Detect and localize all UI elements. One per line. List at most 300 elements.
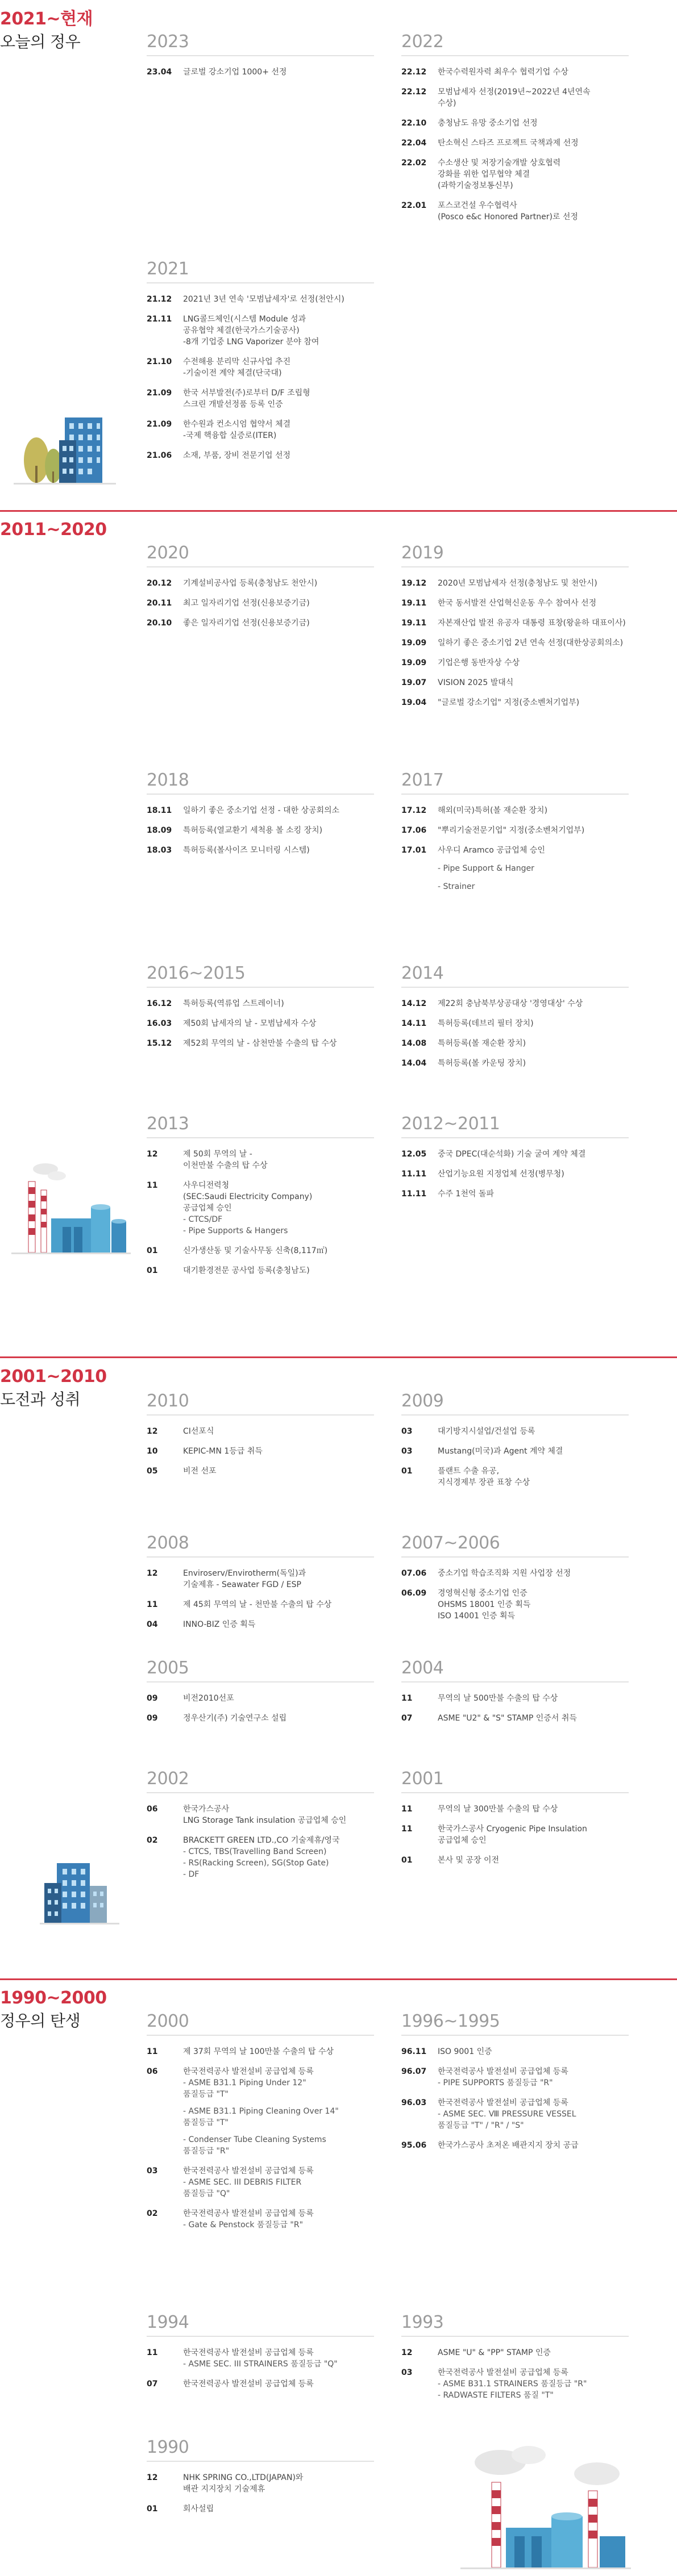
era-subtitle: 도전과 성취 [0, 1390, 81, 1409]
timeline-event [401, 1188, 663, 1200]
timeline-event [147, 2165, 385, 2199]
event-date: 21.09 [147, 389, 172, 398]
year-heading: 2021 [147, 259, 189, 279]
event-text: 한국 서부발전(주)로부터 D/F 조립형 [183, 389, 310, 398]
event-text: 제 45회 무역의 날 - 천만불 수출의 탑 수상 [183, 1600, 332, 1609]
timeline-event [147, 294, 385, 305]
event-text: 해외(미국)특허(볼 재순환 장치) [438, 806, 548, 815]
timeline-event [401, 1038, 663, 1049]
year-divider [401, 794, 629, 795]
timeline-event [401, 1713, 663, 1724]
event-text: - RS(Racking Screen), SG(Stop Gate) [183, 1859, 329, 1868]
timeline-event [147, 1426, 385, 1437]
timeline-event [147, 2378, 385, 2390]
event-date: 04 [147, 1620, 158, 1629]
year-divider [147, 987, 374, 988]
event-text: 수전해용 분리막 신규사업 추진 [183, 357, 291, 366]
event-date: 12 [147, 1150, 158, 1159]
year-block-2001 [401, 1768, 663, 1874]
event-text: 특허등록(볼 카운팅 장치) [438, 1059, 526, 1068]
event-date: 17.01 [401, 846, 427, 855]
year-heading: 2014 [401, 963, 444, 983]
era-range: 1990~2000 [0, 1988, 107, 2008]
timeline-event [401, 1168, 663, 1180]
event-text: 한국전력공사 발전설비 공급업체 등록 [183, 2209, 314, 2218]
era-subtitle: 오늘의 정우 [0, 32, 81, 51]
year-divider [147, 2461, 374, 2462]
timeline-event [147, 617, 385, 629]
year-block-2018 [147, 770, 385, 865]
event-text: - Pipe Support & Hanger [438, 864, 534, 873]
event-date: 19.09 [401, 638, 427, 648]
timeline-event [401, 677, 663, 688]
year-block-2010 [147, 1391, 385, 1485]
event-text: 수소생산 및 저장기술개발 상호협력 [438, 158, 561, 168]
event-text: 플랜트 수출 유공, [438, 1467, 500, 1476]
timeline-event [401, 657, 663, 669]
event-date: 09 [147, 1714, 158, 1723]
timeline-event [147, 1835, 385, 1880]
timeline-event [401, 1446, 663, 1457]
year-heading: 1990 [147, 2437, 189, 2457]
event-text: 무역의 날 300만불 수출의 탑 수상 [438, 1805, 558, 1814]
year-heading: 2007~2006 [401, 1533, 500, 1553]
year-block-2008 [147, 1533, 385, 1639]
timeline-event [147, 998, 385, 1009]
event-text: 특허등록(볼 재순환 장치) [438, 1039, 526, 1048]
timeline-event [401, 805, 663, 816]
event-text: 한국전력공사 발전설비 공급업체 등록 [183, 2379, 314, 2389]
event-date: 96.03 [401, 2098, 427, 2107]
year-block-1990 [147, 2437, 385, 2523]
year-heading: 2001 [401, 1769, 444, 1789]
year-heading: 2012~2011 [401, 1114, 500, 1134]
event-date: 11 [147, 2348, 158, 2357]
era-divider [0, 1978, 677, 1980]
event-text: - DF [183, 1870, 200, 1879]
event-text: LNG Storage Tank insulation 공급업체 승인 [183, 1816, 347, 1825]
year-heading: 2013 [147, 1114, 189, 1134]
year-heading: 2005 [147, 1658, 189, 1678]
year-block-2022 [401, 31, 663, 231]
year-block-2002 [147, 1768, 385, 1889]
factory-icon [460, 2443, 631, 2573]
timeline-event [401, 2066, 663, 2089]
event-text: 모범납세자 선정(2019년~2022년 4년연속 [438, 87, 591, 97]
year-block-2020 [147, 542, 385, 637]
event-text: 기계설비공사업 등록(충청남도 천안시) [183, 579, 318, 588]
event-date: 07 [147, 2379, 158, 2389]
event-date: 01 [401, 1856, 413, 1865]
event-text: INNO-BIZ 인증 획득 [183, 1620, 256, 1629]
event-text: - ASME SEC. III STRAINERS 품질등급 "Q" [183, 2360, 338, 2369]
timeline-event [401, 617, 663, 629]
year-divider [401, 2035, 629, 2036]
event-text: 공유협약 체결(한국가스기술공사) [183, 326, 300, 335]
event-date: 21.10 [147, 357, 172, 366]
event-date: 11 [147, 1181, 158, 1190]
year-block-2023 [147, 31, 385, 86]
timeline-event [147, 598, 385, 609]
timeline-event [147, 1446, 385, 1457]
year-divider [401, 1792, 629, 1793]
event-text: 대기환경전문 공사업 등록(충청남도) [183, 1266, 310, 1275]
timeline-event [147, 1466, 385, 1477]
event-text: 한국전력공사 발전설비 공급업체 등록 [438, 2098, 568, 2107]
year-heading: 2022 [401, 32, 444, 52]
event-text: 제52회 무역의 날 - 삼천만불 수출의 탑 수상 [183, 1039, 337, 1048]
event-text: - Strainer [438, 882, 475, 891]
year-divider [147, 2336, 374, 2337]
event-text: - CTCS/DF [183, 1215, 223, 1224]
year-divider [401, 1137, 629, 1138]
timeline-event [147, 419, 385, 441]
event-text: 한국 동서발전 산업혁신운동 우수 참여사 선정 [438, 599, 597, 608]
event-text: 경영혁신형 중소기업 인증 [438, 1589, 528, 1598]
event-text: (과학기술정보통신부) [438, 181, 513, 190]
year-heading: 2016~2015 [147, 963, 246, 983]
year-block-2005 [147, 1658, 385, 1732]
era-range: 2021~현재 [0, 9, 93, 29]
event-date: 19.11 [401, 619, 427, 628]
timeline-event [147, 1599, 385, 1610]
timeline-event [147, 1619, 385, 1630]
event-text: 비전 선포 [183, 1467, 217, 1476]
era-range: 2001~2010 [0, 1367, 107, 1387]
timeline-event [147, 2046, 385, 2057]
event-text: ASME "U2" & "S" STAMP 인증서 취득 [438, 1714, 577, 1723]
event-text: 무역의 날 500만불 수출의 탑 수상 [438, 1694, 558, 1703]
event-text: 한국가스공사 초저온 배관지지 장치 공급 [438, 2141, 579, 2150]
event-date: 18.03 [147, 846, 172, 855]
event-text: - Condenser Tube Cleaning Systems [183, 2135, 326, 2144]
year-block-2016-2015 [147, 963, 385, 1058]
event-text: 지식경제부 장관 표창 수상 [438, 1478, 530, 1487]
event-date: 03 [401, 2368, 413, 2377]
timeline-event [401, 1823, 663, 1846]
event-text: 사우디 Aramco 공급업체 승인 [438, 846, 545, 855]
event-date: 15.12 [147, 1039, 172, 1048]
event-text: 충청남도 유망 중소기업 선정 [438, 119, 538, 128]
event-text: 2020년 모범납세자 선정(충청남도 및 천안시) [438, 579, 597, 588]
era-subtitle: 정우의 탄생 [0, 2011, 81, 2030]
timeline-event [147, 387, 385, 410]
year-heading: 1996~1995 [401, 2011, 500, 2031]
timeline-event [401, 637, 663, 649]
year-block-2012-2011 [401, 1113, 663, 1208]
year-heading: 2018 [147, 770, 189, 790]
era-title-1990 [0, 1988, 131, 2031]
event-text: 2021년 3년 연속 '모범납세자'로 선정(천안시) [183, 295, 344, 304]
timeline-event [401, 2046, 663, 2057]
event-text: 스크린 개발선정품 등록 인증 [183, 400, 283, 409]
year-block-2019 [401, 542, 663, 717]
year-heading: 2019 [401, 543, 444, 563]
timeline-event [401, 137, 663, 149]
event-date: 11 [147, 1600, 158, 1609]
year-block-2014 [401, 963, 663, 1078]
year-block-2009 [401, 1391, 663, 1497]
event-date: 06 [147, 2067, 158, 2076]
timeline-event [401, 200, 663, 223]
event-text: Enviroserv/Envirotherm(독일)과 [183, 1569, 306, 1578]
year-divider [147, 1792, 374, 1793]
year-divider [401, 1414, 629, 1416]
office-building-icon [40, 1857, 119, 1926]
event-date: 12.05 [401, 1150, 427, 1159]
event-date: 14.08 [401, 1039, 427, 1048]
event-text: - Gate & Penstock 품질등급 "R" [183, 2220, 304, 2230]
event-text: ISO 9001 인증 [438, 2047, 492, 2056]
event-date: 21.09 [147, 420, 172, 429]
event-text: 한국수력원자력 최우수 협력기업 수상 [438, 68, 568, 77]
event-text: - ASME B31.1 Piping Under 12" [183, 2078, 306, 2087]
timeline-event [147, 1038, 385, 1049]
timeline-event [401, 1018, 663, 1029]
event-text: 최고 일자리기업 선정(신용보증기금) [183, 599, 310, 608]
event-date: 12 [147, 1427, 158, 1436]
event-date: 17.12 [401, 806, 427, 815]
year-divider [401, 987, 629, 988]
year-divider [401, 55, 629, 56]
event-text: NHK SPRING CO.,LTD(JAPAN)와 [183, 2473, 304, 2482]
event-date: 06.09 [401, 1589, 427, 1598]
event-text: - Pipe Supports & Hangers [183, 1226, 288, 1235]
timeline-event [401, 598, 663, 609]
timeline-event [401, 66, 663, 78]
event-text: (Posco e&c Honored Partner)로 선정 [438, 212, 578, 222]
timeline-event [147, 1803, 385, 1826]
event-text: 기술제휴 - Seawater FGD / ESP [183, 1580, 301, 1589]
timeline-event [401, 1803, 663, 1815]
event-text: 제 37회 무역의 날 100만불 수출의 탑 수상 [183, 2047, 334, 2056]
event-text: 한국전력공사 발전설비 공급업체 등록 [438, 2368, 568, 2377]
event-text: 품질등급 "T" [183, 2118, 229, 2127]
event-text: 좋은 일자리기업 선정(신용보증기금) [183, 619, 310, 628]
event-text: 품질등급 "Q" [183, 2189, 230, 2198]
event-text: 한국가스공사 Cryogenic Pipe Insulation [438, 1825, 587, 1834]
year-heading: 2008 [147, 1533, 189, 1553]
event-text: - PIPE SUPPORTS 품질등급 "R" [438, 2078, 553, 2087]
event-date: 12 [147, 1569, 158, 1578]
event-date: 22.12 [401, 68, 427, 77]
event-date: 23.04 [147, 68, 172, 77]
event-text: 일하기 좋은 중소기업 2년 연속 선정(대한상공회의소) [438, 638, 624, 648]
event-text: "뿌리기술전문기업" 지정(중소벤처기업부) [438, 826, 585, 835]
timeline-event [401, 2140, 663, 2151]
timeline-event [147, 1245, 385, 1256]
year-block-1996-1995 [401, 2011, 663, 2160]
event-text: 중소기업 학습조직화 지원 사업장 선정 [438, 1569, 571, 1578]
year-block-2017 [401, 770, 663, 901]
event-date: 16.03 [147, 1019, 172, 1028]
event-text: Mustang(미국)과 Agent 계약 체결 [438, 1447, 563, 1456]
timeline-event [147, 66, 385, 78]
year-block-2013 [147, 1113, 385, 1285]
event-date: 16.12 [147, 999, 172, 1008]
event-date: 19.07 [401, 678, 427, 687]
event-date: 21.12 [147, 295, 172, 304]
timeline-event [147, 1713, 385, 1724]
event-date: 11 [147, 2047, 158, 2056]
event-date: 02 [147, 1836, 158, 1845]
year-heading: 2004 [401, 1658, 444, 1678]
timeline-event [401, 86, 663, 109]
year-divider [147, 566, 374, 567]
event-date: 11 [401, 1694, 413, 1703]
event-text: 강화를 위한 업무협약 체결 [438, 170, 530, 179]
event-date: 22.04 [401, 139, 427, 148]
timeline-event [147, 2066, 385, 2157]
event-text: 소재, 부품, 장비 전문기업 선정 [183, 451, 290, 460]
year-divider [147, 55, 374, 56]
timeline-event [147, 1018, 385, 1029]
event-text: 일하기 좋은 중소기업 선정 - 대한 상공회의소 [183, 806, 340, 815]
year-heading: 2000 [147, 2011, 189, 2031]
event-text: 특허등록(데브리 필터 장치) [438, 1019, 534, 1028]
event-text: 배관 지지장치 기술제휴 [183, 2485, 265, 2494]
event-date: 11.11 [401, 1189, 427, 1199]
timeline-event [401, 1149, 663, 1160]
event-text: 중국 DPEC(대순석화) 기술 굴여 계약 체결 [438, 1150, 586, 1159]
event-date: 22.01 [401, 201, 427, 210]
event-date: 10 [147, 1447, 158, 1456]
year-block-1994 [147, 2312, 385, 2398]
year-divider [401, 1556, 629, 1558]
event-text: OHSMS 18001 인증 획득 [438, 1600, 531, 1609]
event-date: 03 [401, 1447, 413, 1456]
event-date: 22.02 [401, 158, 427, 168]
event-text: 품질등급 "R" [183, 2147, 230, 2156]
year-heading: 2023 [147, 32, 189, 52]
timeline-event [401, 825, 663, 836]
timeline-event [147, 314, 385, 348]
event-date: 05 [147, 1467, 158, 1476]
event-date: 01 [147, 1246, 158, 1255]
event-text: "글로벌 강소기업" 지정(중소벤처기업부) [438, 698, 580, 707]
event-date: 12 [147, 2473, 158, 2482]
event-date: 11.11 [401, 1170, 427, 1179]
event-text: ASME "U" & "PP" STAMP 인증 [438, 2348, 551, 2357]
event-text: 포스코건설 우수협력사 [438, 201, 517, 210]
year-block-2007-2006 [401, 1533, 663, 1630]
event-text: CI선포식 [183, 1427, 214, 1436]
event-text: 신가생산동 및 기술사무동 신축(8,117㎡) [183, 1246, 328, 1255]
event-date: 06 [147, 1805, 158, 1814]
era-title-2001 [0, 1367, 131, 1410]
event-date: 22.12 [401, 87, 427, 97]
timeline-event [401, 1426, 663, 1437]
event-text: 품질등급 "T" [183, 2090, 229, 2099]
event-date: 12 [401, 2348, 413, 2357]
event-text: ISO 14001 인증 획득 [438, 1611, 516, 1621]
office-building-icon [14, 392, 116, 486]
event-text: 품질등급 "T" / "R" / "S" [438, 2121, 524, 2130]
timeline-event [401, 845, 663, 892]
year-divider [147, 1681, 374, 1682]
event-text: 정우산기(주) 기술연구소 설립 [183, 1714, 287, 1723]
event-text: KEPIC-MN 1등급 취득 [183, 1447, 263, 1456]
timeline-event [147, 1180, 385, 1237]
timeline-event [147, 1265, 385, 1276]
year-block-1993 [401, 2312, 663, 2410]
event-text: 제50회 납세자의 날 - 모범납세자 수상 [183, 1019, 317, 1028]
event-text: 한국전력공사 발전설비 공급업체 등록 [183, 2067, 314, 2076]
event-text: 한국전력공사 발전설비 공급업체 등록 [183, 2348, 314, 2357]
event-date: 02 [147, 2209, 158, 2218]
event-text: 비전2010선포 [183, 1694, 234, 1703]
event-text: 특허등록(열교환기 세척용 볼 소킹 장치) [183, 826, 323, 835]
timeline-event [401, 578, 663, 589]
event-text: 이천만불 수출의 탑 수상 [183, 1161, 268, 1170]
event-date: 14.04 [401, 1059, 427, 1068]
year-block-2000 [147, 2011, 385, 2239]
event-date: 07 [401, 1714, 413, 1723]
factory-icon [11, 1159, 131, 1258]
event-text: 공급업체 승인 [438, 1836, 487, 1845]
event-text: 수상) [438, 99, 456, 108]
timeline-event [401, 697, 663, 708]
timeline-event [147, 1149, 385, 1171]
year-divider [147, 282, 374, 283]
timeline-event [401, 998, 663, 1009]
event-text: 기업은행 동반자상 수상 [438, 658, 520, 667]
event-text: 공급업체 승인 [183, 1204, 232, 1213]
event-text: VISION 2025 발대식 [438, 678, 514, 687]
event-text: 대기방지시설업/건설업 등록 [438, 1427, 535, 1436]
event-date: 95.06 [401, 2141, 427, 2150]
event-text: 글로벌 강소기업 1000+ 선정 [183, 68, 287, 77]
event-date: 01 [147, 2504, 158, 2514]
timeline-event [401, 1058, 663, 1069]
year-divider [401, 1681, 629, 1682]
timeline-event [401, 1855, 663, 1866]
event-date: 20.11 [147, 599, 172, 608]
event-date: 09 [147, 1694, 158, 1703]
year-block-2021 [147, 258, 385, 470]
event-date: 01 [401, 1467, 413, 1476]
event-date: 21.06 [147, 451, 172, 460]
event-date: 19.12 [401, 579, 427, 588]
event-date: 11 [401, 1825, 413, 1834]
event-text: 본사 및 공장 이전 [438, 1856, 500, 1865]
timeline-event [147, 825, 385, 836]
timeline-event [147, 578, 385, 589]
event-text: -국제 핵융합 실증로(ITER) [183, 431, 277, 440]
year-heading: 2010 [147, 1391, 189, 1411]
timeline-event [147, 2472, 385, 2495]
year-block-2004 [401, 1658, 663, 1732]
event-date: 19.04 [401, 698, 427, 707]
era-range: 2011~2020 [0, 520, 107, 540]
event-date: 20.10 [147, 619, 172, 628]
timeline-event [147, 450, 385, 461]
event-date: 11 [401, 1805, 413, 1814]
timeline-event [147, 1693, 385, 1704]
era-divider [0, 1356, 677, 1358]
year-divider [147, 1137, 374, 1138]
event-date: 14.12 [401, 999, 427, 1008]
timeline-event [401, 118, 663, 129]
timeline-event [401, 1466, 663, 1488]
timeline-event [147, 1568, 385, 1590]
event-text: 자본재산업 발전 유공자 대통령 표창(왕윤하 대표이사) [438, 619, 626, 628]
event-text: (SEC:Saudi Electricity Company) [183, 1192, 313, 1201]
timeline-event [401, 2347, 663, 2358]
year-heading: 1994 [147, 2312, 189, 2332]
event-date: 96.11 [401, 2047, 427, 2056]
event-text: - ASME B31.1 STRAINERS 품질등급 "R" [438, 2379, 587, 2389]
